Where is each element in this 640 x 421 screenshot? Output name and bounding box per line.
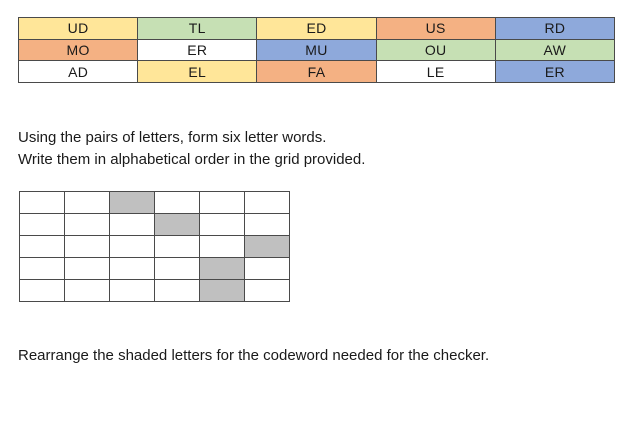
grid-cell[interactable]: [20, 192, 65, 214]
instructions: [18, 127, 365, 171]
letter-pair-cell: ED: [257, 18, 376, 40]
grid-cell-shaded[interactable]: [155, 214, 200, 236]
letter-pairs-table: [18, 17, 615, 83]
grid-cell[interactable]: [65, 280, 110, 302]
grid-cell[interactable]: [65, 258, 110, 280]
grid-cell[interactable]: [20, 258, 65, 280]
letter-pair-cell: MO: [19, 39, 138, 61]
answer-grid: [19, 191, 290, 302]
grid-cell[interactable]: [20, 236, 65, 258]
grid-cell[interactable]: [245, 280, 290, 302]
grid-row: [20, 236, 290, 258]
grid-cell[interactable]: [155, 192, 200, 214]
letter-pair-cell: ER: [495, 61, 614, 83]
letter-pair-cell: US: [376, 18, 495, 40]
pairs-row: [19, 61, 615, 83]
grid-row: [20, 214, 290, 236]
letter-pair-cell: RD: [495, 18, 614, 40]
grid-cell[interactable]: [155, 236, 200, 258]
grid-cell[interactable]: [20, 214, 65, 236]
pairs-row: [19, 18, 615, 40]
grid-cell-shaded[interactable]: [110, 192, 155, 214]
grid-cell[interactable]: [110, 258, 155, 280]
grid-cell-shaded[interactable]: [245, 236, 290, 258]
grid-cell[interactable]: [155, 280, 200, 302]
letter-pair-cell: FA: [257, 61, 376, 83]
grid-cell[interactable]: [200, 192, 245, 214]
pairs-row: [19, 39, 615, 61]
letter-pair-cell: AW: [495, 39, 614, 61]
grid-cell-shaded[interactable]: [200, 258, 245, 280]
letter-pair-cell: UD: [19, 18, 138, 40]
grid-cell[interactable]: [110, 236, 155, 258]
letter-pair-cell: OU: [376, 39, 495, 61]
grid-row: [20, 258, 290, 280]
letter-pair-cell: TL: [138, 18, 257, 40]
letter-pair-cell: ER: [138, 39, 257, 61]
grid-cell[interactable]: [200, 236, 245, 258]
grid-cell[interactable]: [245, 258, 290, 280]
instruction-line-2: Write them in alphabetical order in the grid provided.: [18, 151, 366, 168]
grid-cell[interactable]: [245, 214, 290, 236]
grid-row: [20, 192, 290, 214]
grid-cell[interactable]: [245, 192, 290, 214]
grid-cell[interactable]: [65, 192, 110, 214]
codeword-instruction: Rearrange the shaded letters for the codeword needed for the checker.: [18, 347, 490, 364]
grid-cell[interactable]: [200, 214, 245, 236]
grid-cell[interactable]: [20, 280, 65, 302]
grid-cell[interactable]: [110, 280, 155, 302]
letter-pair-cell: EL: [138, 61, 257, 83]
grid-cell[interactable]: [65, 214, 110, 236]
grid-row: [20, 280, 290, 302]
grid-cell[interactable]: [155, 258, 200, 280]
instruction-line-1: Using the pairs of letters, form six letter words.: [18, 129, 327, 146]
letter-pair-cell: MU: [257, 39, 376, 61]
grid-cell[interactable]: [65, 236, 110, 258]
letter-pair-cell: LE: [376, 61, 495, 83]
letter-pair-cell: AD: [19, 61, 138, 83]
grid-cell-shaded[interactable]: [200, 280, 245, 302]
grid-cell[interactable]: [110, 214, 155, 236]
